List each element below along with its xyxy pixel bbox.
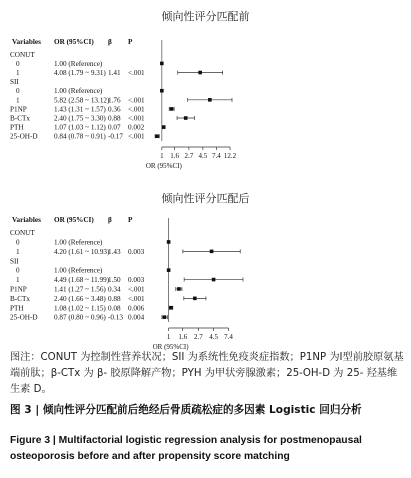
row-beta: 0.88 [108, 114, 121, 123]
row-p: <.001 [128, 105, 145, 114]
row-beta: -0.13 [108, 313, 123, 322]
row-or: 1.41 (1.27 ~ 1.56) [54, 285, 106, 294]
point-estimate [198, 71, 202, 75]
row-p: <.001 [128, 285, 145, 294]
row-or: 5.82 (2.58 ~ 13.12) [54, 96, 110, 105]
row-label: P1NP [10, 105, 27, 114]
row-label: 0 [16, 87, 20, 96]
row-label: 0 [16, 59, 20, 68]
row-p: <.001 [128, 69, 145, 78]
point-estimate [155, 134, 159, 138]
row-p: 0.003 [128, 276, 145, 285]
x-tick-label: 7.4 [224, 333, 233, 341]
row-label: SII [10, 257, 19, 266]
row-label: B-CTx [10, 294, 30, 303]
x-tick-label: 1.6 [170, 152, 180, 160]
row-or: 1.00 (Reference) [54, 238, 103, 247]
x-axis-label: OR (95%CI) [145, 162, 182, 170]
row-or: 1.00 (Reference) [54, 87, 103, 96]
row-beta: 1.50 [108, 276, 121, 285]
row-label: B-CTx [10, 114, 30, 123]
row-beta: 0.88 [108, 294, 121, 303]
row-label: 0 [16, 238, 20, 247]
x-tick-label: 1 [160, 152, 164, 160]
row-beta: 1.43 [108, 247, 121, 256]
header-or: OR (95%CI) [54, 216, 94, 224]
x-tick-label: 2.7 [193, 333, 203, 341]
row-beta: 0.07 [108, 123, 121, 132]
point-estimate [210, 250, 214, 254]
row-label: 0 [16, 266, 20, 275]
row-or: 4.49 (1.68 ~ 11.99) [54, 276, 110, 285]
x-tick-label: 12.2 [223, 152, 237, 160]
row-beta: -0.17 [108, 132, 123, 141]
point-estimate [169, 306, 173, 310]
point-estimate [177, 287, 181, 291]
row-beta: 0.34 [108, 285, 121, 294]
row-p: 0.004 [128, 313, 145, 322]
row-or: 4.20 (1.61 ~ 10.93) [54, 247, 110, 256]
row-beta: 0.36 [108, 105, 121, 114]
row-or: 2.40 (1.75 ~ 3.30) [54, 114, 106, 123]
row-or: 2.40 (1.66 ~ 3.48) [54, 294, 106, 303]
row-label: PTH [10, 304, 24, 313]
x-axis-label: OR (95%CI) [152, 343, 189, 351]
figure-caption-cn: 图 3 | 倾向性评分匹配前后绝经后骨质疏松症的多因素 Logistic 回归分析 [10, 404, 362, 416]
figure-caption-en: Figure 3 | Multifactorial logistic regression analysis for postmenopausal osteoporosis before and after propensity score matching [10, 435, 362, 462]
point-estimate [184, 116, 188, 120]
point-estimate [170, 107, 174, 111]
x-tick-label: 1.6 [178, 333, 188, 341]
row-p: <.001 [128, 294, 145, 303]
row-or: 4.08 (1.79 ~ 9.31) [54, 69, 106, 78]
row-or: 1.08 (1.02 ~ 1.15) [54, 304, 106, 313]
row-or: 1.00 (Reference) [54, 59, 103, 68]
row-label: P1NP [10, 285, 27, 294]
point-estimate [167, 240, 171, 244]
row-label: 1 [16, 247, 20, 256]
point-estimate [167, 268, 171, 272]
x-tick-label: 4.5 [198, 152, 208, 160]
row-label: SII [10, 78, 19, 87]
row-beta: 0.08 [108, 304, 121, 313]
row-p: 0.003 [128, 247, 145, 256]
row-p: <.001 [128, 96, 145, 105]
row-or: 0.84 (0.78 ~ 0.91) [54, 132, 106, 141]
row-p: <.001 [128, 132, 145, 141]
figure-note: 图注：CONUT 为控制性营养状况；SII 为系统性免疫炎症指数；P1NP 为Ⅰ型前胶原氨基端前肽；β-CTx 为 β- 胶原降解产物；PYH 为甲状旁腺激素；25-OH-D 为 25- 羟基维生素 D。 [10, 352, 404, 395]
row-or: 1.07 (1.03 ~ 1.12) [54, 123, 106, 132]
header-beta: β [108, 216, 112, 224]
row-p: 0.002 [128, 123, 145, 132]
header-p: P [128, 38, 133, 46]
x-tick-label: 4.5 [209, 333, 219, 341]
point-estimate [163, 315, 167, 319]
row-label: 1 [16, 276, 20, 285]
point-estimate [160, 62, 164, 66]
row-beta: 1.41 [108, 69, 121, 78]
point-estimate [212, 278, 216, 282]
header-p: P [128, 216, 133, 224]
row-label: 25-OH-D [10, 132, 38, 141]
point-estimate [208, 98, 212, 102]
forest-plot-after [0, 214, 411, 351]
row-or: 1.43 (1.31 ~ 1.57) [54, 105, 106, 114]
row-label: PTH [10, 123, 24, 132]
row-label: CONUT [10, 229, 35, 238]
x-tick-label: 1 [166, 333, 171, 341]
forest-plot-before [0, 36, 411, 170]
header-or: OR (95%CI) [54, 38, 94, 46]
panel-title-after: 倾向性评分匹配后 [161, 192, 250, 205]
row-or: 1.00 (Reference) [54, 266, 103, 275]
header-variables: Variables [12, 38, 41, 46]
point-estimate [193, 297, 197, 301]
row-or: 0.87 (0.80 ~ 0.96) [54, 313, 106, 322]
row-p: <.001 [128, 114, 145, 123]
row-label: 1 [16, 69, 20, 78]
header-variables: Variables [12, 216, 41, 224]
row-beta: 1.76 [108, 96, 121, 105]
point-estimate [162, 125, 166, 129]
x-tick-label: 7.4 [212, 152, 221, 160]
row-label: 25-OH-D [10, 313, 38, 322]
row-p: 0.006 [128, 304, 145, 313]
panel-title-before: 倾向性评分匹配前 [161, 10, 250, 23]
header-beta: β [108, 38, 112, 46]
x-tick-label: 2.7 [184, 152, 194, 160]
row-label: CONUT [10, 50, 35, 59]
row-label: 1 [16, 96, 20, 105]
point-estimate [160, 89, 164, 93]
